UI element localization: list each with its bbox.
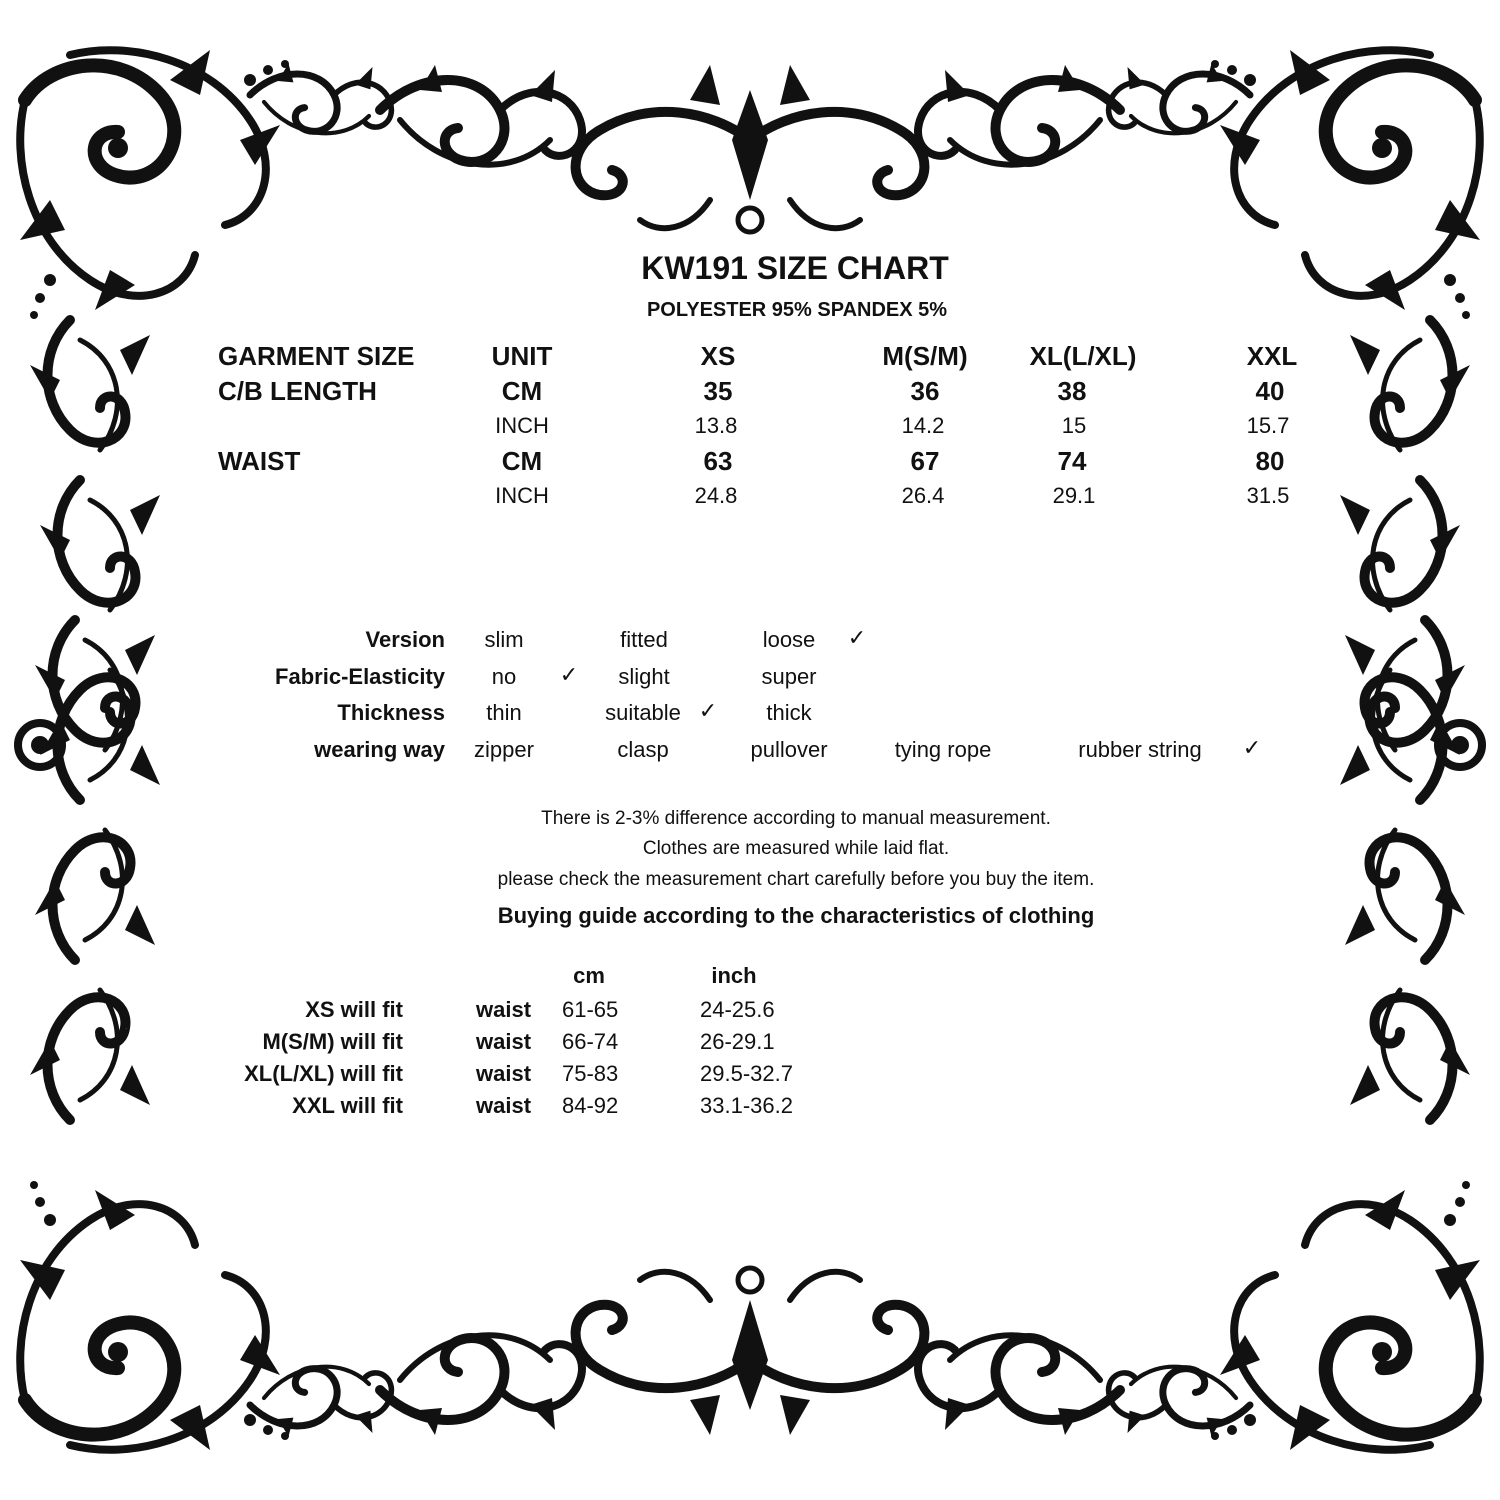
guide-row-inch: 29.5-32.7 <box>700 1061 793 1086</box>
table-row-unit: CM <box>501 376 543 406</box>
attribute-option: slim <box>484 627 524 652</box>
checkmark-icon: ✓ <box>559 662 579 687</box>
note-line: Clothes are measured while laid flat. <box>642 838 950 859</box>
guide-col-cm: cm <box>573 963 605 988</box>
attribute-option: slight <box>618 664 670 689</box>
guide-row-cm: 61-65 <box>562 997 619 1022</box>
table-row-unit: INCH <box>495 413 549 438</box>
page-subtitle: POLYESTER 95% SPANDEX 5% <box>646 299 948 321</box>
size-header-xl: XL(L/XL) <box>1029 341 1137 371</box>
checkmark-icon: ✓ <box>847 625 867 650</box>
note-line: There is 2-3% difference according to manual measurement. <box>541 808 1051 829</box>
checkmark-icon: ✓ <box>1242 735 1262 760</box>
table-row-unit: INCH <box>495 483 549 508</box>
attribute-option: zipper <box>474 737 534 762</box>
attribute-option: no <box>491 664 517 689</box>
guide-row-label: XS will fit <box>305 997 403 1022</box>
table-cell: 31.5 <box>1246 483 1290 508</box>
table-cell: 74 <box>1057 446 1087 476</box>
table-row-unit: CM <box>501 446 543 476</box>
note-line: please check the measurement chart carefully before you buy the item. <box>497 869 1095 890</box>
buying-guide-title: Buying guide according to the characteristics of clothing <box>497 903 1095 928</box>
table-cell: 36 <box>910 376 940 406</box>
guide-row-part: waist <box>476 1061 532 1086</box>
guide-row-inch: 33.1-36.2 <box>700 1093 793 1118</box>
attribute-option: rubber string <box>1078 737 1202 762</box>
attribute-option: pullover <box>750 737 828 762</box>
guide-col-inch: inch <box>711 963 757 988</box>
attribute-option: super <box>761 664 817 689</box>
size-header-xs: XS <box>700 341 736 371</box>
size-header-xxl: XXL <box>1246 341 1298 371</box>
attribute-option: clasp <box>617 737 669 762</box>
table-cell: 24.8 <box>694 483 738 508</box>
table-cell: 67 <box>910 446 940 476</box>
guide-row-part: waist <box>476 1029 532 1054</box>
guide-row-label: M(S/M) will fit <box>262 1029 403 1054</box>
guide-row-cm: 66-74 <box>562 1029 619 1054</box>
table-row-label: C/B LENGTH <box>218 376 377 406</box>
table-row-label: WAIST <box>218 446 301 476</box>
table-cell: 26.4 <box>901 483 945 508</box>
guide-row-label: XXL will fit <box>292 1093 403 1118</box>
table-cell: 35 <box>703 376 733 406</box>
attribute-label-fabric-elasticity: Fabric-Elasticity <box>275 664 445 689</box>
table-cell: 14.2 <box>901 413 945 438</box>
guide-row-cm: 75-83 <box>562 1061 619 1086</box>
attribute-label-wearing-way: wearing way <box>314 737 445 762</box>
table-cell: 13.8 <box>694 413 738 438</box>
guide-row-inch: 26-29.1 <box>700 1029 775 1054</box>
guide-row-cm: 84-92 <box>562 1093 619 1118</box>
size-header-m: M(S/M) <box>882 341 968 371</box>
attribute-option: loose <box>762 627 816 652</box>
table-cell: 29.1 <box>1052 483 1096 508</box>
attribute-label-version: Version <box>365 627 445 652</box>
table-cell: 15 <box>1061 413 1087 438</box>
guide-row-label: XL(L/XL) will fit <box>244 1061 403 1086</box>
garment-size-header: GARMENT SIZE <box>218 341 415 371</box>
attribute-option: fitted <box>620 627 668 652</box>
checkmark-icon: ✓ <box>698 698 718 723</box>
attribute-label-thickness: Thickness <box>337 700 445 725</box>
guide-row-part: waist <box>476 997 532 1022</box>
guide-row-inch: 24-25.6 <box>700 997 775 1022</box>
table-cell: 40 <box>1255 376 1285 406</box>
attribute-option: thick <box>766 700 812 725</box>
table-cell: 38 <box>1057 376 1087 406</box>
table-cell: 80 <box>1255 446 1285 476</box>
guide-row-part: waist <box>476 1093 532 1118</box>
table-cell: 15.7 <box>1246 413 1290 438</box>
attribute-option: suitable <box>605 700 681 725</box>
attribute-option: tying rope <box>894 737 992 762</box>
table-cell: 63 <box>703 446 733 476</box>
page-title: KW191 SIZE CHART <box>641 250 949 286</box>
unit-header: UNIT <box>491 341 553 371</box>
attribute-option: thin <box>486 700 522 725</box>
